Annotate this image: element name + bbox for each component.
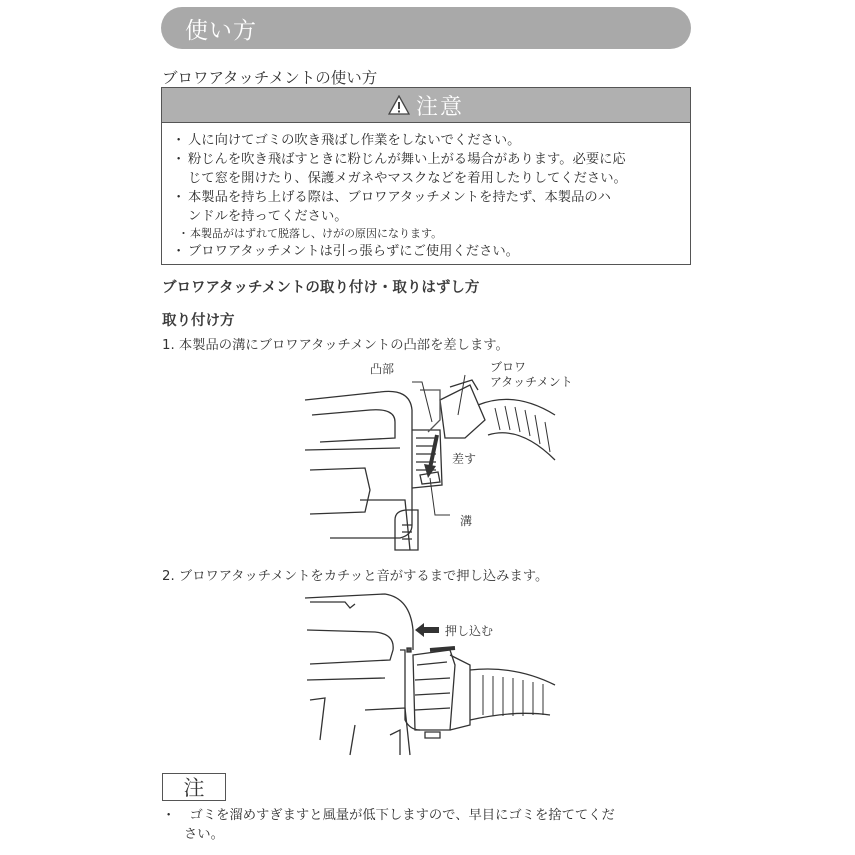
- note-text: ゴミを溜めすぎますと風量が低下しますので、早目にゴミを捨ててくだ: [189, 808, 615, 823]
- label-blower-attachment-2: アタッチメント: [490, 375, 573, 389]
- caution-item: [170, 188, 682, 207]
- figure-step-2: [305, 590, 565, 760]
- caution-box: [161, 87, 691, 265]
- caution-item: [170, 242, 682, 261]
- caution-header: [162, 88, 690, 123]
- note-text: さい。: [184, 827, 224, 842]
- note-item-continuation: [184, 825, 224, 844]
- vacuum-attachment-insert-illustration: [300, 360, 560, 560]
- vacuum-attachment-push-illustration: [305, 590, 565, 760]
- note-box: [162, 773, 226, 801]
- bullet: ・: [172, 190, 186, 205]
- caution-item: [170, 150, 682, 169]
- step-2-text: 2. ブロワアタッチメントをカチッと音がするまで押し込みます。: [162, 569, 549, 584]
- caution-item-text: ブロワアタッチメントは引っ張らずにご使用ください。: [188, 244, 519, 259]
- label-push-in: 押し込む: [445, 624, 494, 638]
- caution-title: 注意: [415, 94, 464, 120]
- section-title-attach-detach: ブロワアタッチメントの取り付け・取りはずし方: [162, 280, 480, 296]
- caution-body: [162, 123, 690, 261]
- caution-item-continuation: [170, 207, 682, 226]
- label-protrusion: 凸部: [370, 362, 395, 376]
- caution-item-text: 粉じんを吹き飛ばすときに粉じんが舞い上がる場合があります。必要に応: [188, 152, 626, 167]
- bullet: ・: [178, 227, 189, 240]
- caution-item-text: じて窓を開けたり、保護メガネやマスクなどを着用したりしてください。: [188, 171, 627, 186]
- figure-step-1: [300, 360, 573, 560]
- label-groove: 溝: [460, 514, 473, 528]
- bullet: ・: [162, 808, 176, 823]
- caution-item-text: 本製品がはずれて脱落し、けがの原因になります。: [190, 227, 443, 240]
- page-title: 使い方: [185, 18, 257, 44]
- header-band: [161, 7, 691, 49]
- section-title-usage: ブロワアタッチメントの使い方: [162, 69, 378, 87]
- step-1-text: 1. 本製品の溝にブロワアタッチメントの凸部を差します。: [162, 338, 509, 353]
- caution-item: [170, 131, 682, 150]
- label-insert: 差す: [452, 452, 477, 466]
- bullet: ・: [172, 152, 186, 167]
- label-blower-attachment-1: ブロワ: [490, 360, 527, 374]
- bullet: ・: [172, 133, 186, 148]
- caution-item-continuation: [170, 169, 682, 188]
- subsection-title-attach: 取り付け方: [162, 313, 235, 329]
- caution-item-text: 本製品を持ち上げる際は、ブロワアタッチメントを持たず、本製品のハ: [188, 190, 611, 205]
- warning-triangle-icon: [388, 95, 410, 115]
- caution-subitem: [170, 226, 682, 242]
- caution-item-text: 人に向けてゴミの吹き飛ばし作業をしないでください。: [188, 133, 521, 148]
- push-arrow-icon: [415, 623, 439, 637]
- note-title: 注: [183, 776, 205, 800]
- note-item: [162, 806, 615, 825]
- bullet: ・: [172, 244, 186, 259]
- caution-item-text: ンドルを持ってください。: [188, 209, 348, 224]
